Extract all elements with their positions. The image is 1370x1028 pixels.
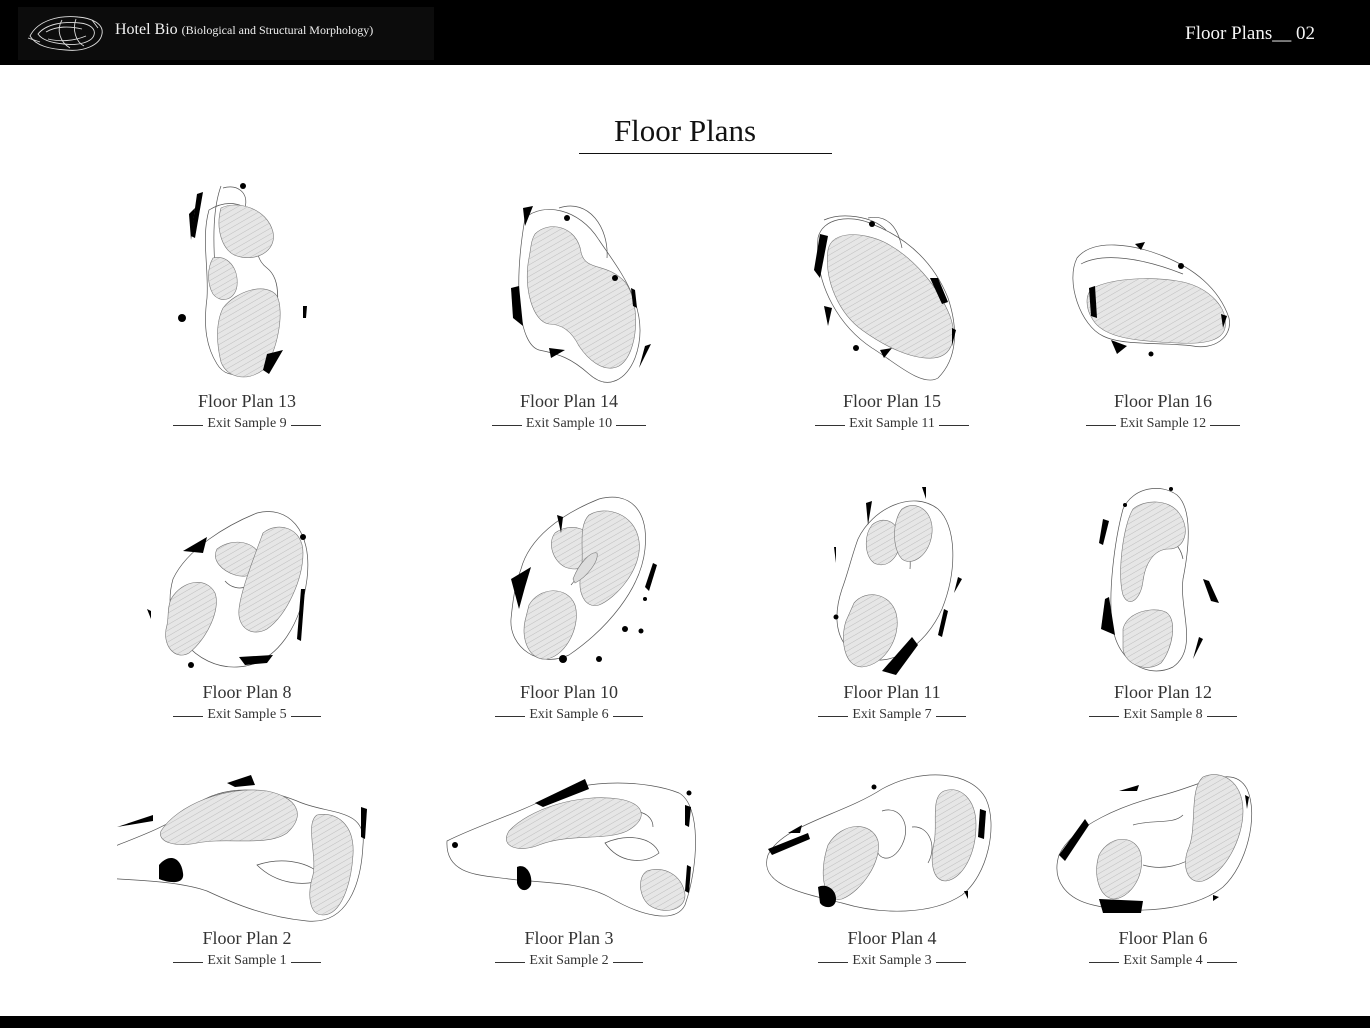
plan-name: Floor Plan 16 [1113, 391, 1212, 411]
floor-plan-card[interactable] [762, 178, 1022, 438]
plan-exit-label [762, 416, 1022, 432]
exit-sample: Exit Sample 12 [1119, 416, 1207, 431]
floor-plan-drawing [1033, 715, 1293, 925]
plan-name: Floor Plan 11 [843, 682, 941, 702]
exit-sample: Exit Sample 4 [1123, 953, 1203, 968]
plan-name: Floor Plan 3 [524, 928, 614, 948]
page-title: Floor Plans [613, 113, 757, 148]
page-label: Floor Plans__ 02 [1185, 23, 1315, 44]
floor-plan-drawing [117, 469, 377, 679]
floor-plan-drawing [117, 178, 377, 388]
exit-sample: Exit Sample 6 [529, 707, 609, 722]
floor-plan-card[interactable] [1033, 469, 1293, 729]
exit-sample: Exit Sample 7 [852, 707, 932, 722]
plan-exit-label [1033, 416, 1293, 432]
floor-plan-drawing [1033, 178, 1293, 388]
plan-exit-label [439, 953, 699, 969]
plan-name: Floor Plan 15 [842, 391, 941, 411]
floor-plan-card[interactable] [117, 178, 377, 438]
floor-plan-drawing [1033, 469, 1293, 679]
plan-name: Floor Plan 12 [1113, 682, 1212, 702]
plan-exit-label [762, 953, 1022, 969]
plan-name: Floor Plan 6 [1118, 928, 1208, 948]
exit-sample: Exit Sample 8 [1123, 707, 1203, 722]
plan-name: Floor Plan 2 [202, 928, 292, 948]
floor-plan-drawing [762, 178, 1022, 388]
plan-exit-label [117, 953, 377, 969]
exit-sample: Exit Sample 1 [207, 953, 287, 968]
floor-plan-drawing [439, 715, 699, 925]
exit-sample: Exit Sample 10 [525, 416, 613, 431]
footer-bar [0, 1016, 1370, 1028]
floor-plan-drawing [439, 178, 699, 388]
floor-plan-card[interactable] [439, 715, 699, 975]
exit-sample: Exit Sample 2 [529, 953, 609, 968]
plan-name: Floor Plan 8 [202, 682, 292, 702]
brand-title [115, 21, 373, 39]
exit-sample: Exit Sample 11 [849, 416, 935, 431]
floor-plan-card[interactable] [1033, 715, 1293, 975]
floor-plan-card[interactable] [762, 715, 1022, 975]
plan-name: Floor Plan 13 [197, 391, 296, 411]
exit-sample: Exit Sample 3 [852, 953, 932, 968]
plan-exit-label [117, 416, 377, 432]
floor-plan-card[interactable] [1033, 178, 1293, 438]
brand-name: Hotel Bio [115, 21, 178, 38]
floor-plan-drawing [117, 715, 377, 925]
floor-plan-card[interactable] [762, 469, 1022, 729]
exit-sample: Exit Sample 5 [207, 707, 287, 722]
title-underline [579, 153, 832, 154]
floor-plan-drawing [439, 469, 699, 679]
brand-block[interactable] [18, 7, 434, 60]
brand-subtitle: (Biological and Structural Morphology) [181, 23, 374, 37]
plan-exit-label [439, 416, 699, 432]
organic-wireframe-logo-icon [26, 12, 106, 54]
exit-sample: Exit Sample 9 [207, 416, 287, 431]
floor-plan-card[interactable] [439, 469, 699, 729]
floor-plan-card[interactable] [117, 469, 377, 729]
floor-plan-card[interactable] [439, 178, 699, 438]
plan-name: Floor Plan 14 [519, 391, 618, 411]
plan-exit-label [1033, 953, 1293, 969]
plan-name: Floor Plan 4 [847, 928, 937, 948]
floor-plan-drawing [762, 469, 1022, 679]
floor-plan-drawing [762, 715, 1022, 925]
floor-plan-card[interactable] [117, 715, 377, 975]
header-bar [0, 0, 1370, 65]
plan-name: Floor Plan 10 [519, 682, 618, 702]
